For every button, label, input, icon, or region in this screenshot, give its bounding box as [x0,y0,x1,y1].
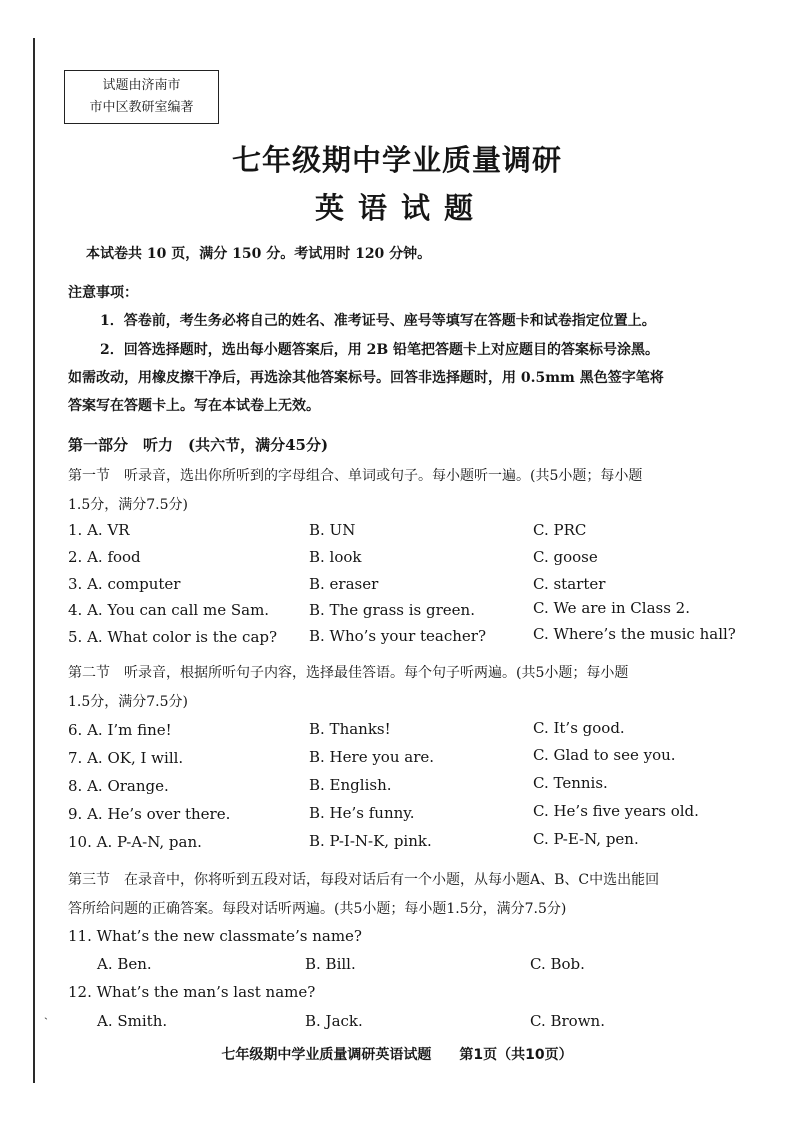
exam-title: 七年级期中学业质量调研 [231,143,562,177]
q6-option-a: 6. A. I’m fine! [68,721,172,739]
q5-option-b: B. Who’s your teacher? [309,627,487,645]
q7-option-a: 7. A. OK, I will. [68,749,184,767]
q7-option-b: B. Here you are. [309,748,435,766]
q11-option-c: C. Bob. [530,955,585,973]
q3-option-c: C. starter [533,575,606,593]
q11-option-a: A. Ben. [97,955,152,973]
q10-option-a: 10. A. P-A-N, pan. [68,833,202,851]
note-item-1: 1．答卷前，考生务必将自己的姓名、准考证号、座号等填写在答题卡和试卷指定位置上。 [100,313,656,329]
q3-option-b: B. eraser [309,575,379,593]
section2-instructions-line-1: 第二节 听录音，根据所听句子内容，选择最佳答语。每个句子听两遍。(共5小题；每小题 [68,665,629,681]
q2-option-c: C. goose [533,548,598,566]
section3-instructions-line-1: 第三节 在录音中，你将听到五段对话，每段对话后有一个小题，从每小题A、B、C中选出能回 [68,872,660,888]
q10-option-c: C. P-E-N, pen. [533,830,639,848]
q8-option-a: 8. A. Orange. [68,777,169,795]
note-item-2-line-2: 如需改动，用橡皮擦干净后，再选涂其他答案标号。回答非选择题时，用 0.5mm 黑色签字笔将 [68,370,664,386]
note-item-2-line-1: 2．回答选择题时，选出每小题答案后，用 2B 铅笔把答题卡上对应题目的答案标号涂黑。 [100,342,660,358]
q9-option-c: C. He’s five years old. [533,802,699,820]
page-footer: 七年级期中学业质量调研英语试题 第1页（共10页） [221,1047,573,1063]
part1-heading: 第一部分 听力 (共六节，满分45分) [68,436,329,454]
q4-option-b: B. The grass is green. [309,601,475,619]
q1-option-c: C. PRC [533,521,587,539]
q6-option-b: B. Thanks! [309,720,391,738]
source-stamp [64,70,219,124]
section3-instructions-line-2: 答所给问题的正确答案。每段对话听两遍。(共5小题；每小题1.5分，满分7.5分) [68,901,567,917]
q1-option-a: 1. A. VR [68,521,130,539]
q8-option-b: B. English. [309,776,392,794]
q12-stem: 12. What’s the man’s last name? [68,983,316,1001]
q4-option-c: C. We are in Class 2. [533,599,690,617]
q6-option-c: C. It’s good. [533,719,625,737]
q12-option-a: A. Smith. [97,1012,168,1030]
pen-mark: ˏ [44,1006,48,1020]
q4-option-a: 4. A. You can call me Sam. [68,601,270,619]
q11-option-b: B. Bill. [305,955,356,973]
q11-stem: 11. What’s the new classmate’s name? [68,927,362,945]
q2-option-b: B. look [309,548,362,566]
q12-option-b: B. Jack. [305,1012,363,1030]
q3-option-a: 3. A. computer [68,575,181,593]
q9-option-a: 9. A. He’s over there. [68,805,231,823]
q5-option-c: C. Where’s the music hall? [533,625,736,643]
q5-option-a: 5. A. What color is the cap? [68,628,278,646]
q1-option-b: B. UN [309,521,356,539]
section1-instructions-line-1: 第一节 听录音，选出你所听到的字母组合、单词或句子。每小题听一遍。(共5小题；每小题 [68,468,643,484]
note-item-2-line-3: 答案写在答题卡上。写在本试卷上无效。 [68,398,320,414]
q2-option-a: 2. A. food [68,548,141,566]
q12-option-c: C. Brown. [530,1012,605,1030]
stamp-line-1: 试题由济南市 [102,78,181,93]
stamp-line-2: 市中区教研室编著 [89,100,194,115]
q7-option-c: C. Glad to see you. [533,746,676,764]
exam-info: 本试卷共 10 页，满分 150 分。考试用时 120 分钟。 [86,246,432,262]
section2-instructions-line-2: 1.5分，满分7.5分) [68,694,188,710]
exam-subject: 英语试题 [314,191,487,225]
q10-option-b: B. P-I-N-K, pink. [309,832,432,850]
q9-option-b: B. He’s funny. [309,804,415,822]
q8-option-c: C. Tennis. [533,774,608,792]
notes-heading: 注意事项： [68,285,138,301]
section1-instructions-line-2: 1.5分，满分7.5分) [68,497,188,513]
